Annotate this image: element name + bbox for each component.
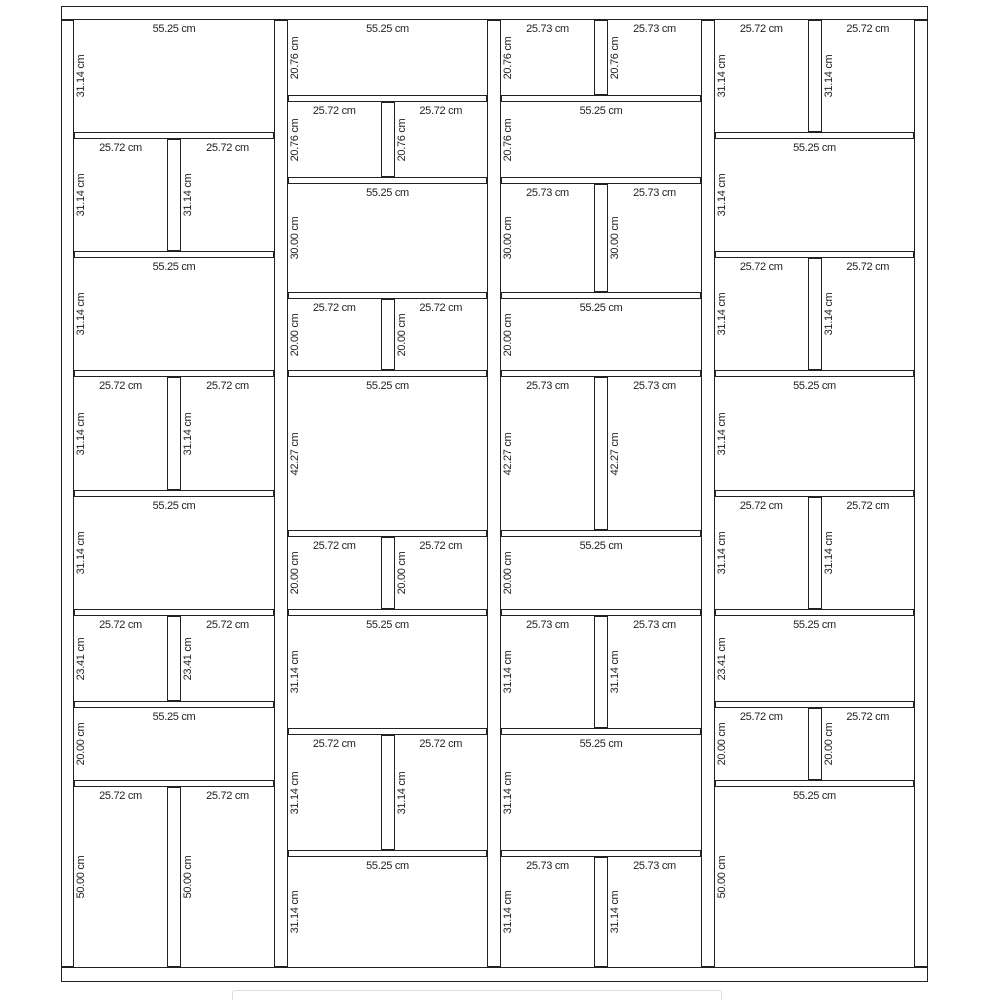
shelf-compartment xyxy=(715,377,914,490)
shelf-compartment xyxy=(288,102,381,177)
height-label: 31.14 cm xyxy=(822,54,835,98)
shelf-compartment xyxy=(181,377,274,490)
shelf-board xyxy=(501,609,701,616)
width-label: 55.25 cm xyxy=(366,860,409,872)
vertical-divider xyxy=(381,299,395,370)
vertical-divider xyxy=(167,616,181,701)
height-label: 20.76 cm xyxy=(289,118,301,161)
height-label: 50.00 cm xyxy=(75,855,87,899)
shelf-compartment xyxy=(74,20,274,132)
shelf-board xyxy=(501,370,701,377)
shelf-compartment xyxy=(288,537,381,609)
shelf-compartment xyxy=(395,102,488,177)
height-label: 20.76 cm xyxy=(609,36,621,79)
height-label: 20.00 cm xyxy=(395,313,408,356)
shelf-board xyxy=(501,95,701,102)
height-label: 42.27 cm xyxy=(502,432,514,475)
width-label: 55.25 cm xyxy=(579,540,623,552)
height-label: 31.14 cm xyxy=(182,412,194,455)
width-label: 25.72 cm xyxy=(739,23,783,35)
shelf-compartment xyxy=(181,616,274,701)
shelf-compartment xyxy=(715,787,914,967)
height-label: 20.00 cm xyxy=(502,551,514,595)
shelf-compartment xyxy=(288,299,381,370)
width-label: 25.72 cm xyxy=(206,142,249,154)
side-panel-3 xyxy=(487,20,501,967)
shelf-compartment xyxy=(288,857,487,967)
shelf-compartment xyxy=(74,497,274,609)
shelf-compartment xyxy=(74,377,167,490)
width-label: 25.72 cm xyxy=(846,500,890,512)
vertical-divider xyxy=(808,708,822,780)
height-label: 31.14 cm xyxy=(716,412,728,455)
shelf-compartment xyxy=(395,735,488,850)
shelf-compartment xyxy=(501,537,701,609)
width-label: 25.73 cm xyxy=(526,23,569,35)
width-label: 55.25 cm xyxy=(366,619,409,631)
shelf-compartment xyxy=(608,20,701,95)
width-label: 55.25 cm xyxy=(152,500,196,512)
height-label: 42.27 cm xyxy=(289,432,301,475)
shelf-compartment xyxy=(822,497,915,609)
height-label: 20.00 cm xyxy=(822,722,835,766)
shelf-compartment xyxy=(501,857,594,967)
shelf-compartment xyxy=(822,258,915,370)
shelf-board xyxy=(74,701,274,708)
shelf-board xyxy=(715,132,914,139)
shelf-board xyxy=(715,251,914,258)
height-label: 30.00 cm xyxy=(609,216,621,260)
shelf-compartment xyxy=(74,616,167,701)
shelf-board xyxy=(715,370,914,377)
shelf-compartment xyxy=(501,377,594,530)
width-label: 25.72 cm xyxy=(846,711,890,723)
shelf-board xyxy=(288,850,487,857)
vertical-divider xyxy=(808,20,822,132)
width-label: 25.72 cm xyxy=(739,500,783,512)
shelf-compartment xyxy=(181,787,274,967)
width-label: 25.72 cm xyxy=(99,142,142,154)
shelf-board xyxy=(288,530,487,537)
height-label: 20.76 cm xyxy=(395,118,408,161)
height-label: 31.14 cm xyxy=(75,292,87,336)
height-label: 31.14 cm xyxy=(289,771,301,814)
vertical-divider xyxy=(167,139,181,251)
height-label: 31.14 cm xyxy=(502,650,514,694)
height-label: 20.76 cm xyxy=(502,118,514,161)
height-label: 20.00 cm xyxy=(395,551,408,595)
height-label: 23.41 cm xyxy=(716,637,728,680)
width-label: 55.25 cm xyxy=(152,711,196,723)
side-panel-1 xyxy=(61,20,74,967)
shelf-board xyxy=(501,530,701,537)
shelf-compartment xyxy=(608,616,701,728)
vertical-divider xyxy=(167,787,181,967)
height-label: 20.76 cm xyxy=(502,36,514,79)
shelf-compartment xyxy=(288,20,487,95)
height-label: 20.00 cm xyxy=(289,313,301,356)
vertical-divider xyxy=(381,102,395,177)
width-label: 25.73 cm xyxy=(633,860,676,872)
width-label: 55.25 cm xyxy=(366,23,409,35)
shelf-compartment xyxy=(501,102,701,177)
width-label: 55.25 cm xyxy=(152,261,196,273)
height-label: 31.14 cm xyxy=(609,890,621,934)
shelf-compartment xyxy=(181,139,274,251)
shelf-board xyxy=(715,780,914,787)
width-label: 25.73 cm xyxy=(633,187,676,199)
width-label: 55.25 cm xyxy=(152,23,196,35)
shelf-compartment xyxy=(74,787,167,967)
shelf-board xyxy=(74,251,274,258)
height-label: 31.14 cm xyxy=(502,890,514,934)
vertical-divider xyxy=(594,377,608,530)
height-label: 31.14 cm xyxy=(716,54,728,98)
shelf-compartment xyxy=(715,708,808,780)
width-label: 25.72 cm xyxy=(846,23,890,35)
width-label: 25.72 cm xyxy=(206,380,249,392)
height-label: 20.00 cm xyxy=(502,313,514,356)
height-label: 30.00 cm xyxy=(502,216,514,260)
shelf-compartment xyxy=(715,139,914,251)
width-label: 25.72 cm xyxy=(312,738,356,750)
shelf-compartment xyxy=(288,184,487,292)
shelf-board xyxy=(715,609,914,616)
shelf-board xyxy=(288,728,487,735)
height-label: 31.14 cm xyxy=(716,292,728,336)
vertical-divider xyxy=(808,258,822,370)
width-label: 25.72 cm xyxy=(419,302,463,314)
shelf-board xyxy=(74,609,274,616)
height-label: 31.14 cm xyxy=(75,54,87,98)
shelf-compartment xyxy=(74,708,274,780)
shelf-board xyxy=(501,292,701,299)
shelf-compartment xyxy=(395,299,488,370)
side-panel-4 xyxy=(701,20,715,967)
shelf-compartment xyxy=(715,497,808,609)
height-label: 31.14 cm xyxy=(75,173,87,217)
height-label: 31.14 cm xyxy=(182,173,194,217)
height-label: 31.14 cm xyxy=(289,890,301,934)
shelf-compartment xyxy=(288,616,487,728)
side-panel-5 xyxy=(914,20,928,967)
width-label: 55.25 cm xyxy=(793,790,836,802)
shelf-board xyxy=(74,490,274,497)
width-label: 25.72 cm xyxy=(99,619,142,631)
height-label: 42.27 cm xyxy=(609,432,621,475)
width-label: 25.72 cm xyxy=(419,738,463,750)
height-label: 20.76 cm xyxy=(289,36,301,79)
shelf-compartment xyxy=(715,616,914,701)
height-label: 30.00 cm xyxy=(289,216,301,260)
width-label: 25.72 cm xyxy=(419,105,463,117)
height-label: 20.00 cm xyxy=(289,551,301,595)
width-label: 55.25 cm xyxy=(793,619,836,631)
shelf-compartment xyxy=(288,735,381,850)
width-label: 25.73 cm xyxy=(633,380,676,392)
width-label: 25.72 cm xyxy=(419,540,463,552)
shelf-compartment xyxy=(501,20,594,95)
height-label: 20.00 cm xyxy=(716,722,728,766)
shelf-compartment xyxy=(608,184,701,292)
shelf-compartment xyxy=(288,377,487,530)
width-label: 55.25 cm xyxy=(579,302,623,314)
shelf-board xyxy=(501,728,701,735)
height-label: 50.00 cm xyxy=(182,855,194,899)
shelf-board xyxy=(288,370,487,377)
height-label: 31.14 cm xyxy=(609,650,621,694)
width-label: 25.72 cm xyxy=(99,790,142,802)
width-label: 25.72 cm xyxy=(739,261,783,273)
width-label: 25.73 cm xyxy=(526,619,569,631)
height-label: 31.14 cm xyxy=(716,173,728,217)
width-label: 25.72 cm xyxy=(846,261,890,273)
shelf-board xyxy=(74,780,274,787)
shelf-board xyxy=(288,95,487,102)
vertical-divider xyxy=(594,857,608,967)
shelf-compartment xyxy=(395,537,488,609)
height-label: 23.41 cm xyxy=(75,637,87,680)
shelf-board xyxy=(288,177,487,184)
height-label: 31.14 cm xyxy=(395,771,408,814)
shelf-board xyxy=(288,292,487,299)
vertical-divider xyxy=(808,497,822,609)
height-label: 31.14 cm xyxy=(289,650,301,694)
width-label: 25.72 cm xyxy=(739,711,783,723)
height-label: 31.14 cm xyxy=(75,531,87,575)
height-label: 31.14 cm xyxy=(822,292,835,336)
shelf-compartment xyxy=(74,258,274,370)
vertical-divider xyxy=(594,184,608,292)
width-label: 25.73 cm xyxy=(526,860,569,872)
bottom-panel xyxy=(61,967,928,982)
shelf-board xyxy=(501,177,701,184)
shelf-compartment xyxy=(608,857,701,967)
height-label: 50.00 cm xyxy=(716,855,728,899)
height-label: 31.14 cm xyxy=(822,531,835,575)
vertical-divider xyxy=(594,616,608,728)
height-label: 31.14 cm xyxy=(502,771,514,814)
shelf-board xyxy=(715,490,914,497)
width-label: 25.72 cm xyxy=(312,302,356,314)
shelf-board xyxy=(288,609,487,616)
height-label: 31.14 cm xyxy=(75,412,87,455)
width-label: 25.73 cm xyxy=(633,23,676,35)
side-panel-2 xyxy=(274,20,288,967)
shelf-compartment xyxy=(822,708,915,780)
width-label: 55.25 cm xyxy=(579,105,623,117)
width-label: 55.25 cm xyxy=(366,187,409,199)
width-label: 25.73 cm xyxy=(526,187,569,199)
width-label: 25.72 cm xyxy=(99,380,142,392)
vertical-divider xyxy=(381,735,395,850)
top-panel xyxy=(61,6,928,20)
vertical-divider xyxy=(381,537,395,609)
shelf-board xyxy=(74,132,274,139)
shelf-board xyxy=(715,701,914,708)
vertical-divider xyxy=(594,20,608,95)
height-label: 20.00 cm xyxy=(75,722,87,766)
width-label: 55.25 cm xyxy=(793,380,836,392)
width-label: 55.25 cm xyxy=(579,738,623,750)
shelf-compartment xyxy=(608,377,701,530)
shelf-compartment xyxy=(501,184,594,292)
width-label: 25.72 cm xyxy=(312,105,356,117)
shelf-compartment xyxy=(715,20,808,132)
shelf-compartment xyxy=(715,258,808,370)
bottom-strip xyxy=(232,990,722,1000)
width-label: 55.25 cm xyxy=(793,142,836,154)
vertical-divider xyxy=(167,377,181,490)
height-label: 31.14 cm xyxy=(716,531,728,575)
shelf-board xyxy=(501,850,701,857)
width-label: 55.25 cm xyxy=(366,380,409,392)
width-label: 25.72 cm xyxy=(206,619,249,631)
width-label: 25.73 cm xyxy=(526,380,569,392)
shelf-compartment xyxy=(822,20,915,132)
shelf-compartment xyxy=(501,735,701,850)
shelf-compartment xyxy=(501,616,594,728)
width-label: 25.72 cm xyxy=(312,540,356,552)
width-label: 25.73 cm xyxy=(633,619,676,631)
width-label: 25.72 cm xyxy=(206,790,249,802)
shelf-compartment xyxy=(501,299,701,370)
height-label: 23.41 cm xyxy=(182,637,194,680)
shelf-compartment xyxy=(74,139,167,251)
shelf-board xyxy=(74,370,274,377)
